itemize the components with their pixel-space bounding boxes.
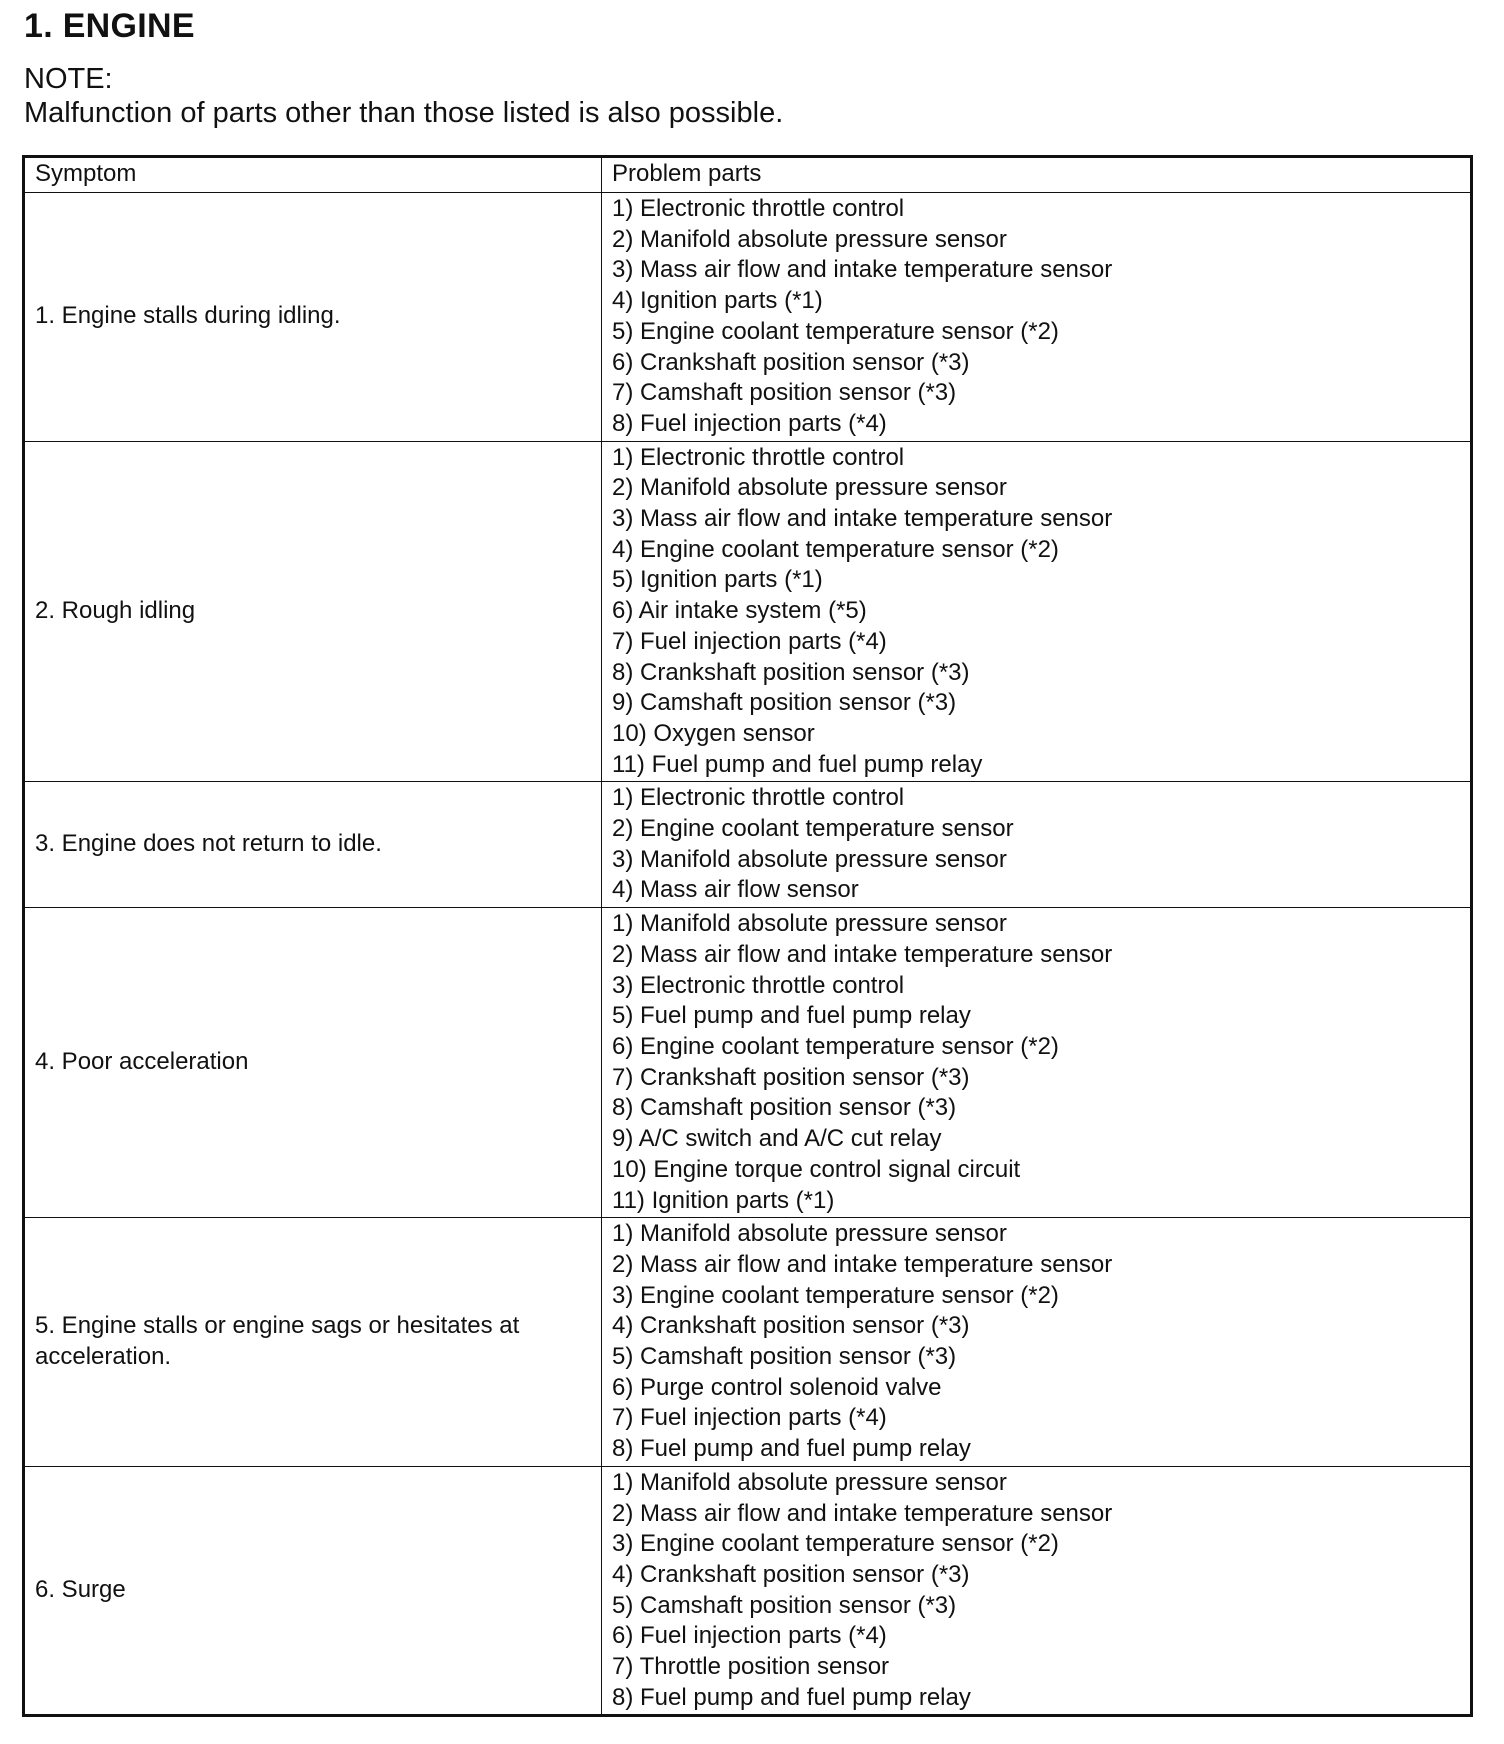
table-header-row	[24, 157, 1472, 193]
list-item: 3) Engine coolant temperature sensor (*2)	[612, 1281, 1059, 1309]
table-row	[24, 193, 1472, 442]
problem-parts-list	[612, 1468, 1460, 1714]
table-row	[24, 1218, 1472, 1467]
table-row	[24, 782, 1472, 908]
list-item: 1) Electronic throttle control	[612, 195, 905, 222]
list-item: 4) Mass air flow sensor	[612, 876, 859, 904]
table-row	[24, 1466, 1472, 1716]
list-item: 4) Crankshaft position sensor (*3)	[612, 1312, 970, 1340]
symptom-cell: 2. Rough idling	[24, 441, 602, 782]
list-item: 5) Fuel pump and fuel pump relay	[612, 1002, 971, 1030]
list-item: 2) Mass air flow and intake temperature sensor	[612, 1250, 1113, 1278]
list-item: 7) Fuel injection parts (*4)	[612, 627, 887, 655]
problem-parts-cell	[602, 441, 1472, 782]
list-item: 2) Manifold absolute pressure sensor	[612, 225, 1007, 253]
list-item: 1) Manifold absolute pressure sensor	[612, 1468, 1007, 1496]
symptom-cell: 6. Surge	[24, 1466, 602, 1716]
list-item: 4) Ignition parts (*1)	[612, 287, 823, 315]
list-item: 7) Throttle position sensor	[612, 1653, 890, 1681]
list-item: 2) Mass air flow and intake temperature sensor	[612, 940, 1113, 968]
note-label: NOTE:	[24, 63, 113, 95]
list-item: 2) Engine coolant temperature sensor	[612, 815, 1014, 843]
list-item: 7) Camshaft position sensor (*3)	[612, 379, 957, 407]
list-item: 1) Electronic throttle control	[612, 784, 905, 812]
list-item: 8) Fuel injection parts (*4)	[612, 409, 887, 437]
list-item: 8) Fuel pump and fuel pump relay	[612, 1435, 971, 1463]
list-item: 3) Mass air flow and intake temperature sensor	[612, 505, 1113, 533]
list-item: 5) Engine coolant temperature sensor (*2)	[612, 317, 1059, 345]
symptom-column-header: Symptom	[24, 157, 602, 193]
list-item: 7) Fuel injection parts (*4)	[612, 1404, 887, 1432]
problem-parts-list	[612, 194, 1460, 440]
problem-parts-cell	[602, 782, 1472, 908]
list-item: 1) Electronic throttle control	[612, 443, 905, 471]
symptom-cell: 3. Engine does not return to idle.	[24, 782, 602, 908]
problem-parts-cell	[602, 1466, 1472, 1716]
list-item: 7) Crankshaft position sensor (*3)	[612, 1063, 970, 1091]
list-item: 9) Camshaft position sensor (*3)	[612, 689, 957, 717]
symptom-cell: 5. Engine stalls or engine sags or hesitates at acceleration.	[24, 1218, 602, 1467]
list-item: 6) Air intake system (*5)	[612, 597, 867, 625]
list-item: 10) Oxygen sensor	[612, 719, 815, 747]
list-item: 8) Crankshaft position sensor (*3)	[612, 658, 970, 686]
list-item: 6) Crankshaft position sensor (*3)	[612, 348, 970, 376]
list-item: 6) Engine coolant temperature sensor (*2)	[612, 1032, 1059, 1060]
list-item: 11) Ignition parts (*1)	[612, 1186, 835, 1214]
problem-parts-cell	[602, 908, 1472, 1218]
table-row	[24, 441, 1472, 782]
problem-parts-cell	[602, 193, 1472, 442]
symptom-cell: 4. Poor acceleration	[24, 908, 602, 1218]
table-body	[24, 193, 1472, 1716]
table-row	[24, 908, 1472, 1218]
list-item: 10) Engine torque control signal circuit	[612, 1155, 1021, 1183]
list-item: 4) Engine coolant temperature sensor (*2)	[612, 535, 1059, 563]
list-item: 1) Manifold absolute pressure sensor	[612, 910, 1007, 938]
symptom-table	[22, 155, 1473, 1717]
list-item: 8) Camshaft position sensor (*3)	[612, 1094, 957, 1122]
problem-parts-list	[612, 1219, 1460, 1465]
section-title: 1. ENGINE	[24, 7, 195, 45]
list-item: 3) Engine coolant temperature sensor (*2)	[612, 1530, 1059, 1558]
problem-parts-list	[612, 909, 1460, 1216]
list-item: 8) Fuel pump and fuel pump relay	[612, 1683, 971, 1711]
problem-parts-column-header: Problem parts	[602, 157, 1472, 193]
list-item: 11) Fuel pump and fuel pump relay	[612, 750, 983, 778]
list-item: 3) Manifold absolute pressure sensor	[612, 845, 1007, 873]
symptom-cell: 1. Engine stalls during idling.	[24, 193, 602, 442]
list-item: 2) Manifold absolute pressure sensor	[612, 474, 1007, 502]
list-item: 1) Manifold absolute pressure sensor	[612, 1220, 1007, 1248]
list-item: 4) Crankshaft position sensor (*3)	[612, 1560, 970, 1588]
list-item: 5) Camshaft position sensor (*3)	[612, 1343, 957, 1371]
list-item: 5) Ignition parts (*1)	[612, 566, 823, 594]
problem-parts-list	[612, 783, 1460, 906]
list-item: 3) Mass air flow and intake temperature sensor	[612, 256, 1113, 284]
list-item: 6) Purge control solenoid valve	[612, 1373, 942, 1401]
list-item: 6) Fuel injection parts (*4)	[612, 1622, 887, 1650]
note-text: Malfunction of parts other than those listed is also possible.	[24, 97, 784, 129]
list-item: 5) Camshaft position sensor (*3)	[612, 1591, 957, 1619]
list-item: 2) Mass air flow and intake temperature sensor	[612, 1499, 1113, 1527]
problem-parts-list	[612, 443, 1460, 781]
problem-parts-cell	[602, 1218, 1472, 1467]
list-item: 9) A/C switch and A/C cut relay	[612, 1125, 942, 1153]
list-item: 3) Electronic throttle control	[612, 971, 905, 999]
